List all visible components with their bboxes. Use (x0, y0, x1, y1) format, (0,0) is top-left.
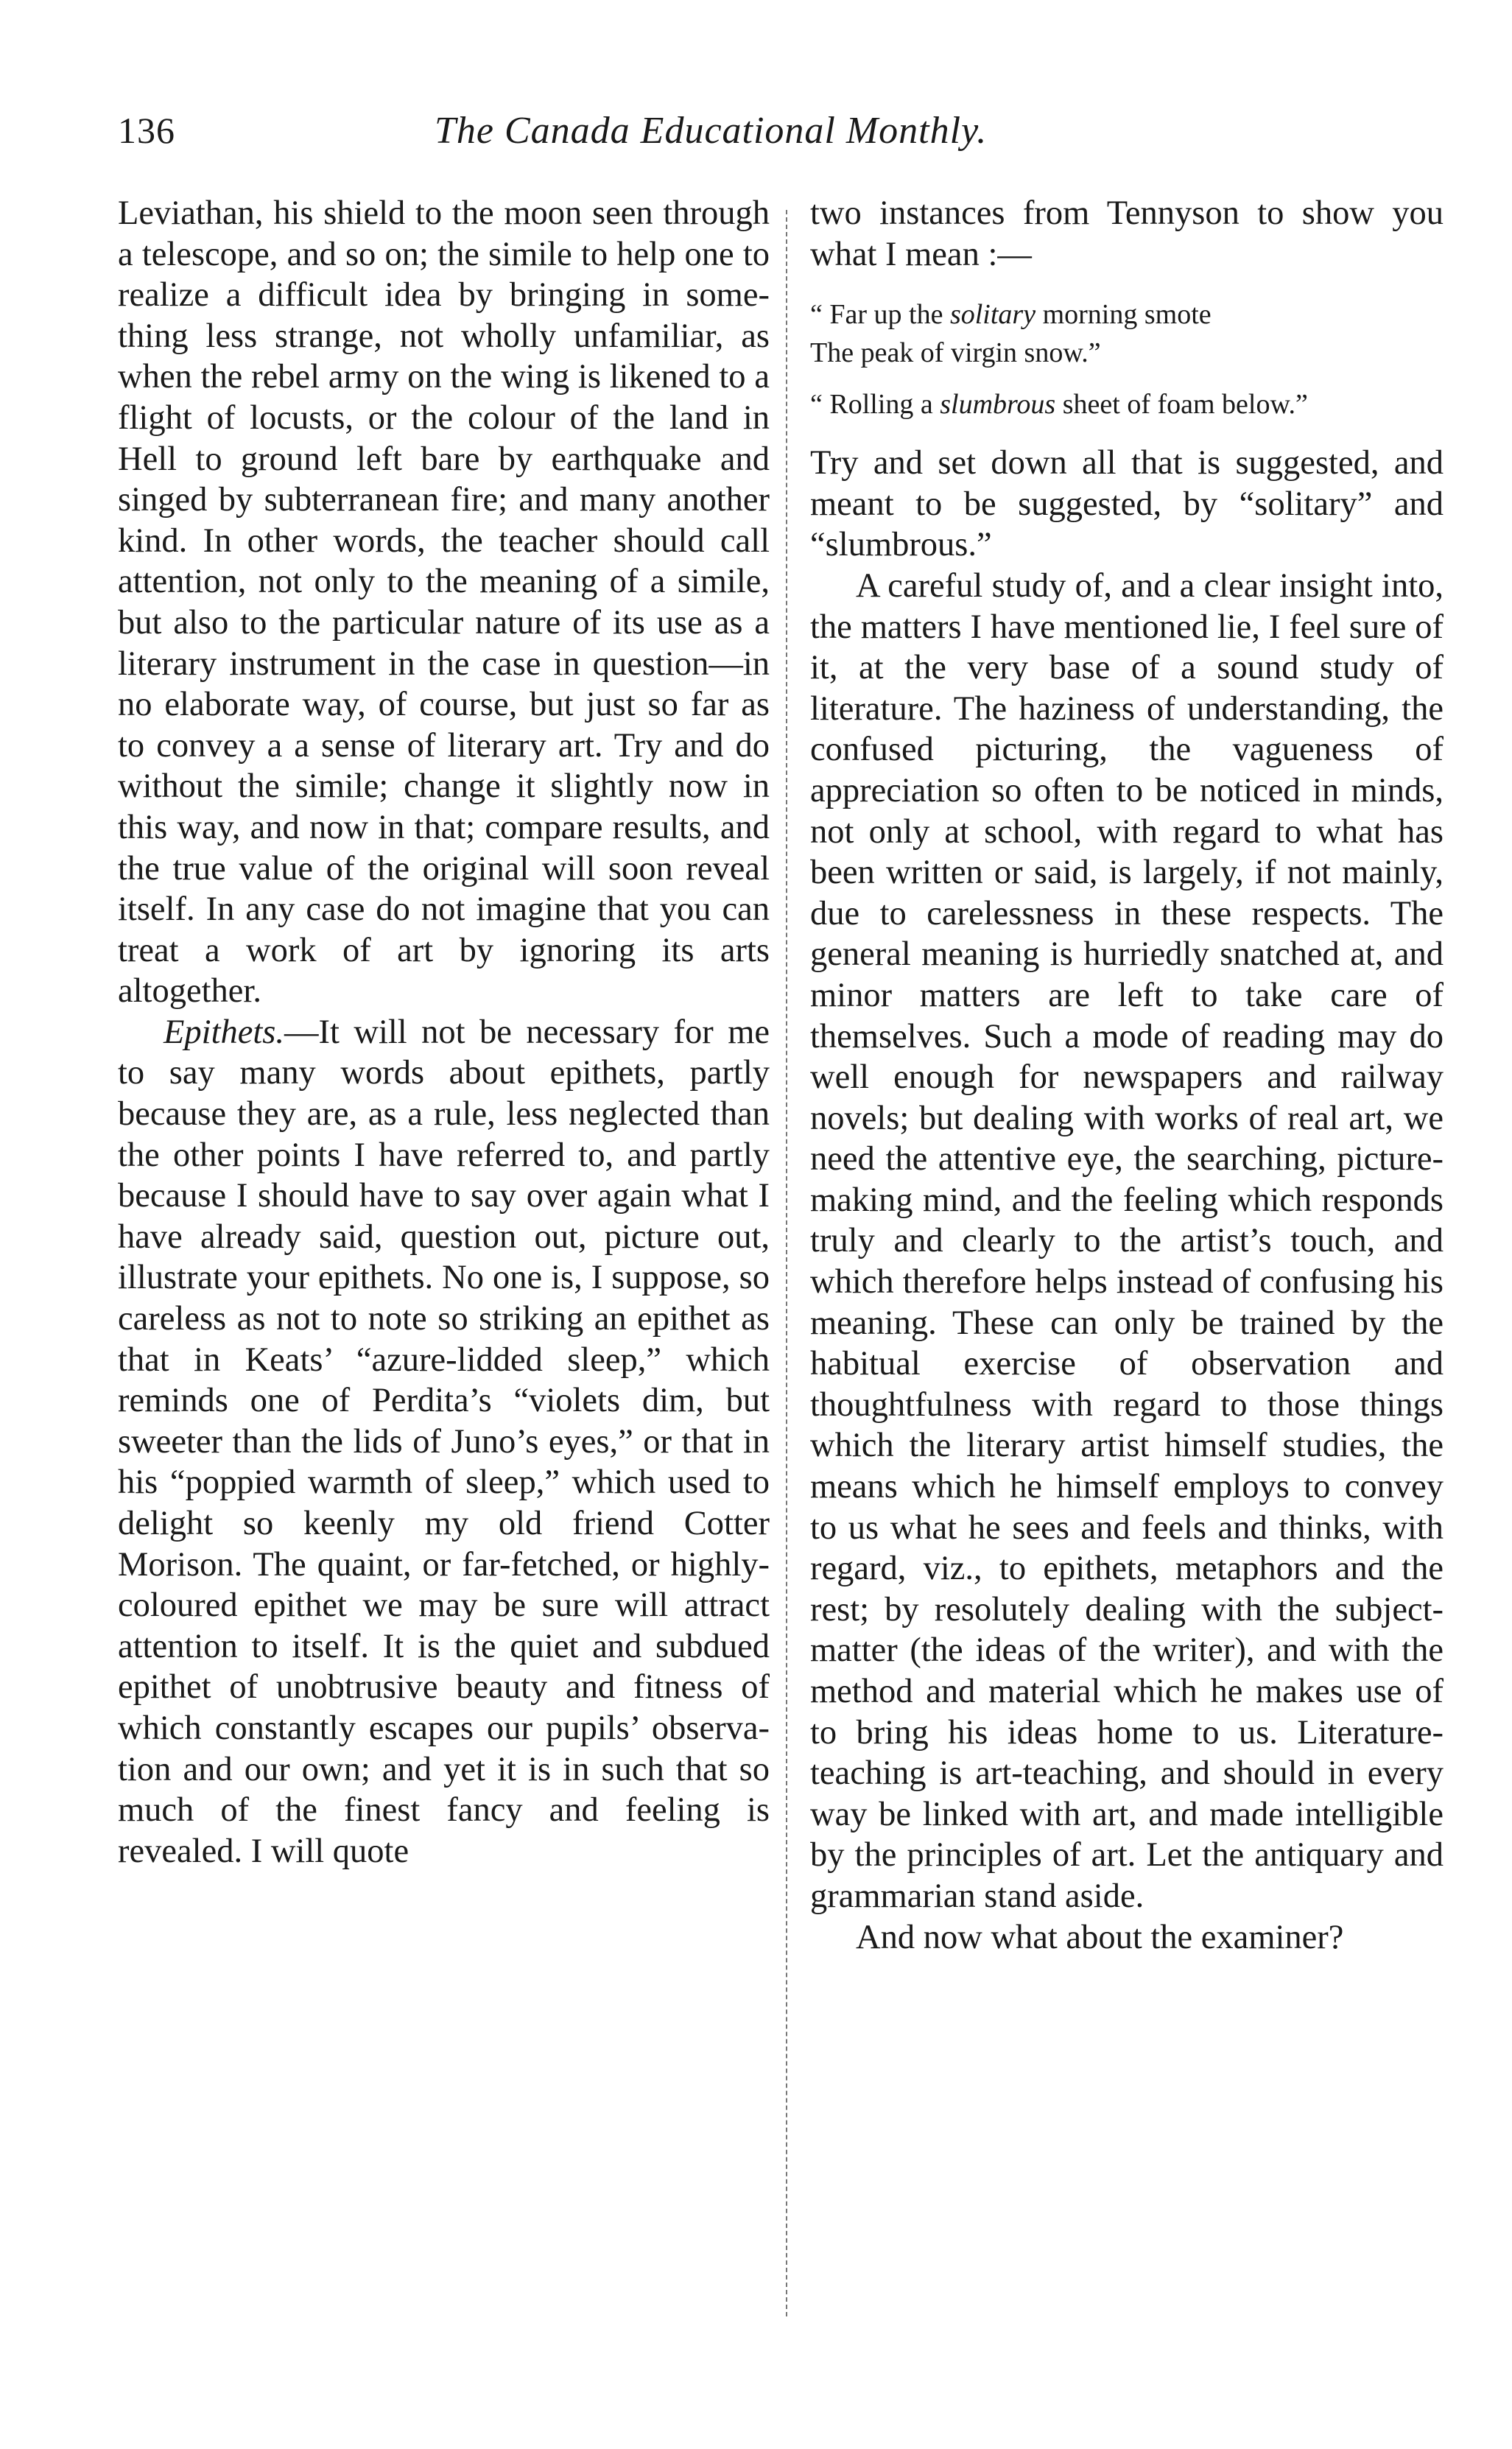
right-paragraph-2: Try and set down all that is suggested, and meant to be suggested, by “solitary” and “slumbrous.” (810, 444, 1444, 564)
right-paragraph-3: A careful study of, and a clear insight into, the matters I have mentioned lie, I feel sure of it, at the very base of a sound study of literature. The haziness of understanding, the confused picturing, the vagueness of appreciation so often to be noticed in minds, not only at school, with regard to what has been written or said, is largely, if not mainly, due to carelessness in these respects. The general meaning is hurriedly snatched at, and minor matters are left to take care of themselves. Such a mode of reading may do well enough for newspapers and railway novels; but dealing with works of real art, we need the attentive eye, the searching, picture-making mind, and the feeling which responds truly and clearly to the artist’s touch, and which therefore helps instead of confusing his meaning. These can only be trained by the habitual exercise of observation and thoughtfulness with regard to those things which the literary artist himself studies, the means which he himself employs to convey to us what he sees and feels and thinks, with regard, viz., to epithets, metaphors and the rest; by resolutely dealing with the subject-matter (the ideas of the writer), and with the method and material which he makes use of to bring his ideas home to us. Literature-teaching is art-teaching, and should in every way be linked with art, and made intelligible by the principles of art. Let the antiquary and grammarian stand aside. (810, 566, 1444, 1915)
right-paragraph-1: two instances from Tennyson to show you what I mean :— (810, 194, 1444, 273)
left-column (118, 193, 770, 1872)
epithets-paragraph (118, 1012, 770, 1872)
quote-2: “ Rolling a slumbrous sheet of foam below.” (810, 389, 1308, 421)
page-number: 136 (118, 110, 175, 151)
quote-1-line-1: “ Far up the solitary morning smote (810, 299, 1212, 331)
left-paragraph-1: Leviathan, his shield to the moon seen through a telescope, and so on; the simile to help one to realize a difficult idea by bringing in something less strange, not wholly unfamiliar, as when the rebel army on the wing is likened to a flight of locusts, or the colour of the land in Hell to ground left bare by earthquake and singed by subterranean fire; and many another kind. In other words, the teacher should call attention, not only to the meaning of a simile, but also to the particular nature of its use as a literary instrument in the case in question—in no elaborate way, of course, but just so far as to convey a a sense of literary art. Try and do without the simile; change it slightly now in this way, and now in that; compare results, and the true value of the original will soon reveal itself. In any case do not imagine that you can treat a work of art by ignoring its arts altogether. (118, 194, 770, 1011)
page-header (118, 109, 1399, 168)
quote-1-line-2: The peak of virgin snow.” (810, 337, 1101, 369)
epithets-heading: Epithets. (163, 1013, 285, 1051)
right-paragraph-4: And now what about the examiner? (856, 1918, 1344, 1956)
running-title: The Canada Educational Monthly. (435, 110, 988, 152)
epithets-body: —It will not be necessary for me to say many words about epithets, partly because they are, as a rule, less neglected than the other points I have referred to, and partly because I should have to say over again what I have already said, question out, picture out, illustrate your epithets. No one is, I suppose, so careless as not to note so striking an epithet as that in Keats’ “azure-lidded sleep,” which reminds one of Perdita’s “violets dim, but sweeter than the lids of Juno’s eyes,” or that in his “poppied warmth of sleep,” which used to delight so keenly my old friend Cotter Morison. The quaint, or far-fetched, or highly-coloured epithet we may be sure will attract attention to itself. It is the quiet and subdued epithet of unobtrusive beauty and fitness of which constantly escapes our pupils’ observation and our own; and yet it is in such that so much of the finest fancy and feeling is revealed. I will quote (118, 1013, 770, 1870)
column-divider (786, 210, 787, 2316)
right-column (810, 193, 1444, 1958)
tennyson-quotes (810, 295, 1444, 424)
